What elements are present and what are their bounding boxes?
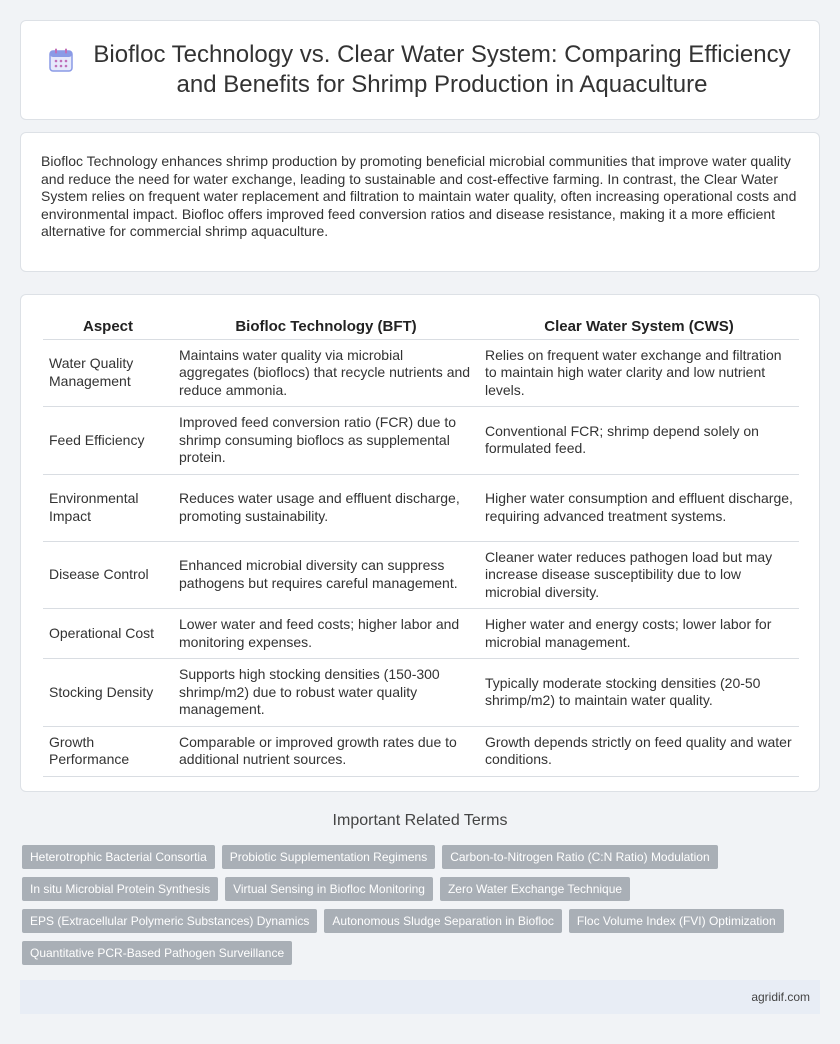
footer (20, 980, 820, 1014)
bft-cell: Improved feed conversion ratio (FCR) due to shrimp consuming bioflocs as supplemental protein. (173, 407, 479, 475)
aspect-cell: Growth Performance (43, 726, 173, 776)
header-cws: Clear Water System (CWS) (479, 311, 799, 339)
header-aspect: Aspect (43, 311, 173, 339)
bft-cell: Supports high stocking densities (150-300 shrimp/m2) due to robust water quality management. (173, 659, 479, 727)
intro-card (20, 132, 820, 272)
bft-cell: Enhanced microbial diversity can suppress pathogens but requires careful management. (173, 541, 479, 609)
cws-cell: Cleaner water reduces pathogen load but may increase disease susceptibility due to low microbial diversity. (479, 541, 799, 609)
table-header-row (43, 311, 799, 339)
aspect-cell: Stocking Density (43, 659, 173, 727)
term-tag[interactable]: In situ Microbial Protein Synthesis (22, 877, 218, 901)
table-row (43, 407, 799, 475)
term-tag[interactable]: Zero Water Exchange Technique (440, 877, 630, 901)
term-tag[interactable]: EPS (Extracellular Polymeric Substances) Dynamics (22, 909, 317, 933)
cws-cell: Higher water and energy costs; lower labor for microbial management. (479, 609, 799, 659)
table-row (43, 659, 799, 727)
related-terms-heading: Important Related Terms (332, 812, 508, 829)
cws-cell: Higher water consumption and effluent discharge, requiring advanced treatment systems. (479, 474, 799, 541)
cws-cell: Relies on frequent water exchange and filtration to maintain high water clarity and low nutrient levels. (479, 339, 799, 407)
footer-site-link[interactable]: agridif.com (751, 990, 810, 1004)
aspect-cell: Environmental Impact (43, 474, 173, 541)
header-bft: Biofloc Technology (BFT) (173, 311, 479, 339)
bft-cell: Comparable or improved growth rates due to additional nutrient sources. (173, 726, 479, 776)
table-row (43, 541, 799, 609)
table-row (43, 726, 799, 776)
cws-cell: Conventional FCR; shrimp depend solely on formulated feed. (479, 407, 799, 475)
table-row (43, 609, 799, 659)
term-tag[interactable]: Probiotic Supplementation Regimens (222, 845, 435, 869)
aspect-cell: Water Quality Management (43, 339, 173, 407)
aspect-cell: Feed Efficiency (43, 407, 173, 475)
table-row (43, 339, 799, 407)
bft-cell: Lower water and feed costs; higher labor and monitoring expenses. (173, 609, 479, 659)
bft-cell: Maintains water quality via microbial aggregates (bioflocs) that recycle nutrients and reduce ammonia. (173, 339, 479, 407)
cws-cell: Growth depends strictly on feed quality and water conditions. (479, 726, 799, 776)
cws-cell: Typically moderate stocking densities (20-50 shrimp/m2) to maintain water quality. (479, 659, 799, 727)
term-tag[interactable]: Autonomous Sludge Separation in Biofloc (324, 909, 561, 933)
intro-paragraph: Biofloc Technology enhances shrimp production by promoting beneficial microbial communities that improve water quality and reduce the need for water exchange, leading to sustainable and cost-effective farming. In contrast, the Clear Water System relies on frequent water replacement and filtration to maintain water quality, often increasing operational costs and environmental impact. Biofloc offers improved feed conversion ratios and disease resistance, making it a more efficient alternative for commercial shrimp aquaculture. (41, 153, 797, 239)
calendar-icon (48, 47, 74, 73)
bft-cell: Reduces water usage and effluent discharge, promoting sustainability. (173, 474, 479, 541)
aspect-cell: Operational Cost (43, 609, 173, 659)
comparison-table (43, 311, 799, 777)
aspect-cell: Disease Control (43, 541, 173, 609)
comparison-table-card (20, 294, 820, 792)
related-terms-list (22, 845, 818, 965)
table-row (43, 474, 799, 541)
term-tag[interactable]: Heterotrophic Bacterial Consortia (22, 845, 215, 869)
page-title: Biofloc Technology vs. Clear Water System: Comparing Efficiency and Benefits for Shrimp Production in Aquaculture (93, 41, 791, 98)
term-tag[interactable]: Floc Volume Index (FVI) Optimization (569, 909, 784, 933)
term-tag[interactable]: Virtual Sensing in Biofloc Monitoring (225, 877, 433, 901)
term-tag[interactable]: Carbon-to-Nitrogen Ratio (C:N Ratio) Modulation (442, 845, 717, 869)
header-card (20, 20, 820, 120)
term-tag[interactable]: Quantitative PCR-Based Pathogen Surveillance (22, 941, 292, 965)
